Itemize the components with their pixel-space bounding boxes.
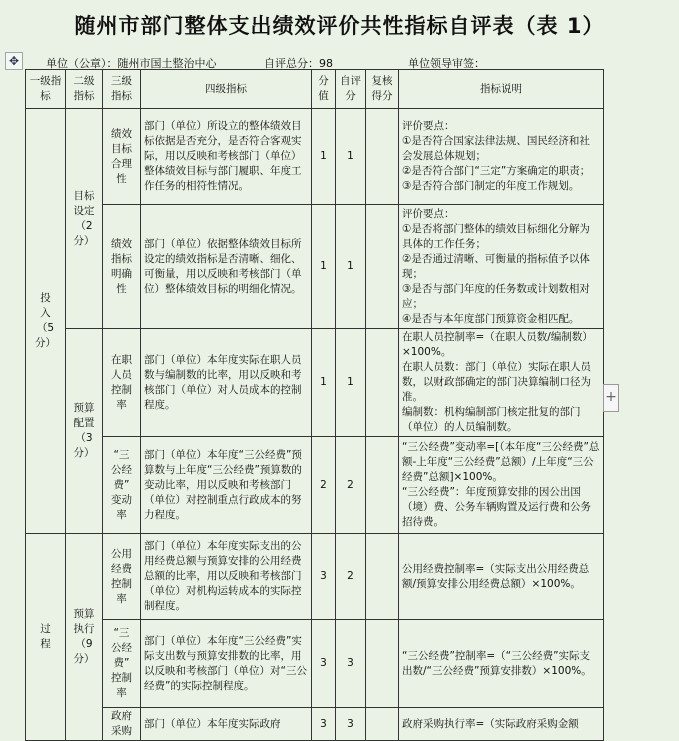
- level1-input: 投 入 （5 分）: [26, 109, 66, 534]
- level1-process: 过 程: [26, 534, 66, 741]
- self-score-cell[interactable]: 1: [336, 329, 366, 437]
- header-points: 分值: [312, 70, 336, 109]
- review-score-cell[interactable]: [366, 708, 399, 741]
- description-cell: “三公经费”变动率=[（本年度“三公经费”总额-上年度“三公经费”总额）/上年度“三公经费”总额]×100%。 “三公经费”：年度预算安排的因公出国（境）费、公务车辆购置及运行费和公务招待费。: [399, 437, 604, 534]
- unit-label: 单位（公章）：随州市国土整治中心: [46, 57, 217, 70]
- table-row: [26, 620, 604, 708]
- table-row: [26, 329, 604, 437]
- header-level4: 四级指标: [141, 70, 312, 109]
- level2-budget-execution: 预算 执行 （9 分）: [66, 534, 103, 741]
- header-level2: 二级指标: [66, 70, 103, 109]
- table-row: [26, 109, 604, 205]
- self-score-cell[interactable]: 2: [336, 437, 366, 534]
- add-column-button[interactable]: +: [603, 384, 619, 412]
- level4-cell: 部门（单位）本年度实际支出的公用经费总额与预算安排的公用经费总额的比率，用以反映和考核部门（单位）对机构运转成本的实际控制程度。: [141, 534, 312, 620]
- self-score-total: 自评总分：98: [264, 57, 333, 70]
- description-cell: 评价要点： ①是否符合国家法律法规、国民经济和社会发展总体规划； ②是否符合部门“三定”方案确定的职责； ③是否符合部门制定的年度工作规划。: [399, 109, 604, 205]
- page-title: 随州市部门整体支出绩效评价共性指标自评表（表 1）: [74, 14, 605, 38]
- header-description: 指标说明: [399, 70, 604, 109]
- header-level1: 一级指标: [26, 70, 66, 109]
- description-cell: 政府采购执行率=（实际政府采购金额: [399, 708, 604, 741]
- table-row: [26, 708, 604, 741]
- level3-cell: 公用 经费 控制 率: [103, 534, 141, 620]
- level4-cell: 部门（单位）所设立的整体绩效目标依据是否充分，是否符合客观实际，用以反映和考核部门（单位）整体绩效目标与部门履职、年度工作任务的相符性情况。: [141, 109, 312, 205]
- points-cell: 3: [312, 708, 336, 741]
- table-move-handle-icon[interactable]: ✥: [5, 52, 23, 70]
- level4-cell: 部门（单位）本年度实际在职人员数与编制数的比率，用以反映和考核部门（单位）对人员成本的控制程度。: [141, 329, 312, 437]
- points-cell: 1: [312, 205, 336, 329]
- review-score-cell[interactable]: [366, 205, 399, 329]
- leader-signoff-label: 单位领导审签：: [408, 57, 485, 70]
- self-score-cell[interactable]: 1: [336, 109, 366, 205]
- level3-cell: “三 公经 费” 控制 率: [103, 620, 141, 708]
- header-self-score: 自评分: [336, 70, 366, 109]
- level4-cell: 部门（单位）本年度实际政府: [141, 708, 312, 741]
- level3-cell: “三 公经 费” 变动 率: [103, 437, 141, 534]
- self-score-cell[interactable]: 3: [336, 708, 366, 741]
- points-cell: 1: [312, 329, 336, 437]
- level4-cell: 部门（单位）依据整体绩效目标所设定的绩效指标是否清晰、细化、可衡量，用以反映和考核部门（单位）整体绩效目标的明细化情况。: [141, 205, 312, 329]
- self-score-cell[interactable]: 2: [336, 534, 366, 620]
- indicator-table: [25, 69, 604, 741]
- level3-cell: 在职 人员 控制 率: [103, 329, 141, 437]
- description-cell: “三公经费”控制率=（“三公经费”实际支出数/“三公经费”预算安排数）×100%。: [399, 620, 604, 708]
- points-cell: 1: [312, 109, 336, 205]
- points-cell: 2: [312, 437, 336, 534]
- header-level3: 三级指标: [103, 70, 141, 109]
- table-row: [26, 534, 604, 620]
- review-score-cell[interactable]: [366, 620, 399, 708]
- description-cell: 评价要点： ①是否将部门整体的绩效目标细化分解为具体的工作任务； ②是否通过清晰、可衡量的指标值予以体现； ③是否与部门年度的任务数或计划数相对应； ④是否与本年度部门预算资金相匹配。: [399, 205, 604, 329]
- points-cell: 3: [312, 534, 336, 620]
- review-score-cell[interactable]: [366, 329, 399, 437]
- header-row: [26, 70, 604, 109]
- level3-cell: 政府 采购: [103, 708, 141, 741]
- level4-cell: 部门（单位）本年度“三公经费”实际支出数与预算安排数的比率，用以反映和考核部门（单位）对“三公经费”的实际控制程度。: [141, 620, 312, 708]
- review-score-cell[interactable]: [366, 437, 399, 534]
- table-row: [26, 437, 604, 534]
- table-row: [26, 205, 604, 329]
- self-score-cell[interactable]: 1: [336, 205, 366, 329]
- level2-goal-setting: 目标 设定 （2 分）: [66, 109, 103, 329]
- review-score-cell[interactable]: [366, 109, 399, 205]
- header-review-score: 复核得分: [366, 70, 399, 109]
- level4-cell: 部门（单位）本年度“三公经费”预算数与上年度“三公经费”预算数的变动比率，用以反映和考核部门（单位）对控制重点行政成本的努力程度。: [141, 437, 312, 534]
- description-cell: 在职人员控制率=（在职人员数/编制数）×100%。 在职人员数：部门（单位）实际在职人员数，以财政部确定的部门决算编制口径为准。 编制数：机构编制部门核定批复的部门（单位）的人员编制数。: [399, 329, 604, 437]
- self-score-cell[interactable]: 3: [336, 620, 366, 708]
- level2-budget-allocation: 预算 配置 （3 分）: [66, 329, 103, 534]
- description-cell: 公用经费控制率=（实际支出公用经费总额/预算安排公用经费总额）×100%。: [399, 534, 604, 620]
- level3-cell: 绩效 指标 明确 性: [103, 205, 141, 329]
- points-cell: 3: [312, 620, 336, 708]
- review-score-cell[interactable]: [366, 534, 399, 620]
- level3-cell: 绩效 目标 合理 性: [103, 109, 141, 205]
